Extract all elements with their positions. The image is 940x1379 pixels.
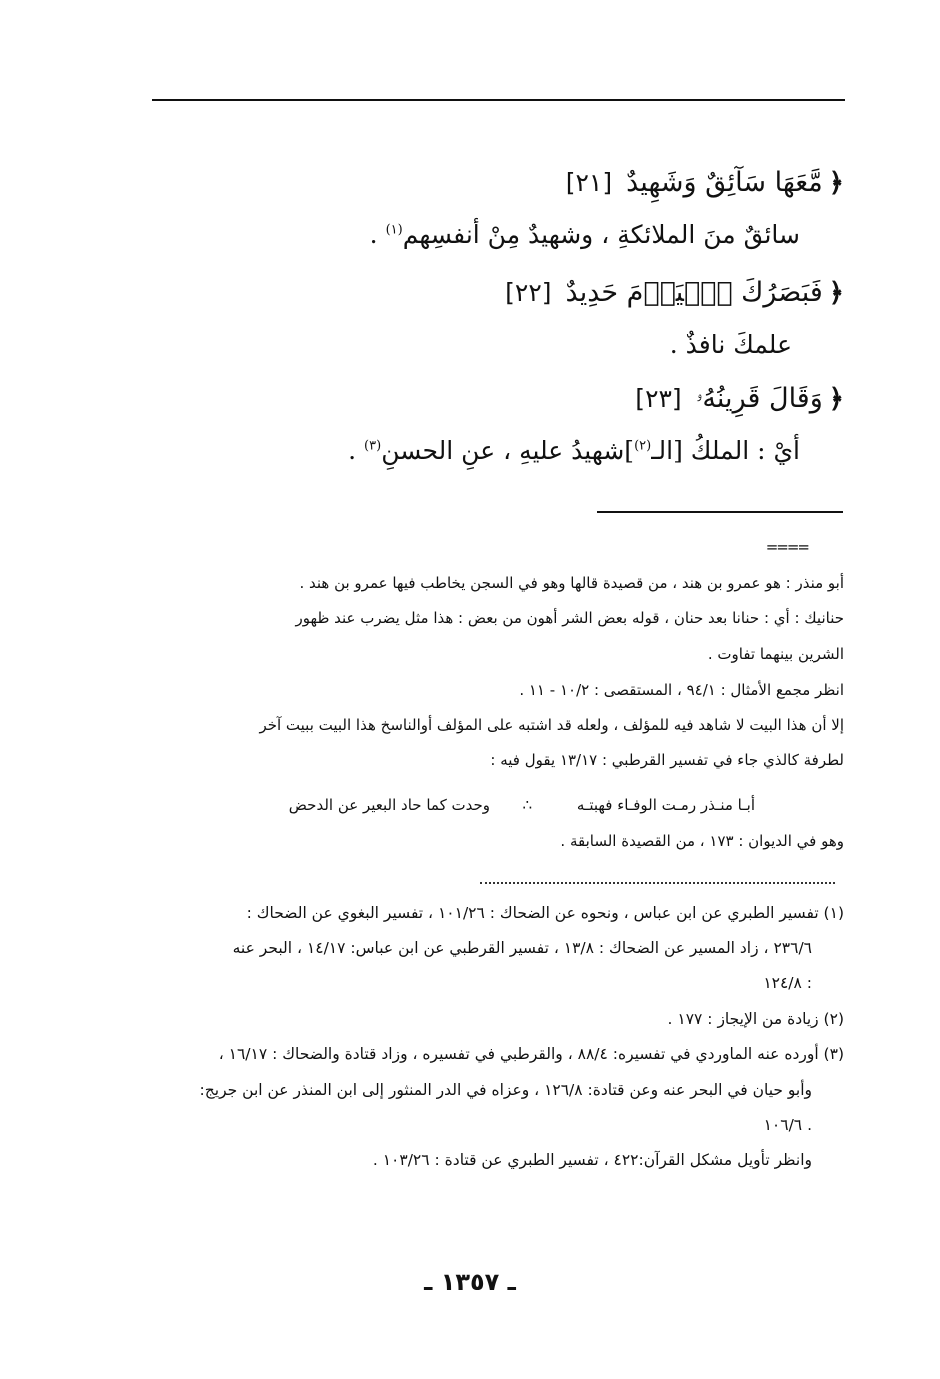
verse-23	[635, 383, 844, 415]
footnote-text: (١) تفسير الطبري عن ابن عباس ، ونحوه عن الضحاك : ١٠١/٢٦ ، تفسير البغوي عن الضحاك :	[246, 904, 844, 922]
footnote-text: وأبو حيان في البحر عنه وعن قتادة: ١٢٦/٨ ، وعزاه في الدر المنثور إلى ابن المنذر عن ابن جريج:	[199, 1081, 812, 1099]
footnote-separator	[480, 882, 835, 884]
footnote-ref-2: (٢)	[634, 438, 652, 454]
footnote-text: ٢٣٦/٦ ، زاد المسير عن الضحاك : ١٣/٨ ، تفسير القرطبي عن ابن عباس: ١٤/١٧ ، البحر عنه	[232, 939, 812, 957]
commentary-text-c: ]شهيدُ عليهِ ، عنِ الحسنِ	[381, 436, 635, 465]
verse-number: [٢١]	[565, 168, 613, 197]
footnote-text: ١٠٦/٦ .	[763, 1116, 812, 1134]
footnote-ref-3: (٣)	[364, 438, 382, 454]
commentary-period: .	[348, 436, 357, 465]
verse-22	[505, 277, 844, 308]
footnote-1-line-2	[233, 939, 812, 957]
footnote-1-line-1	[247, 904, 844, 922]
commentary-text-a: أيْ : الملكُ	[690, 436, 800, 465]
note-text: إلا أن هذا البيت لا شاهد فيه للمؤلف ، ولعله قد اشتبه على المؤلف أوالناسخ هذا البيت ببيت آخر	[259, 716, 844, 734]
poem-hemistich-left	[289, 796, 490, 814]
footnote-1-line-3	[763, 974, 812, 992]
verse-text: فَبَصَرُكَ ٱلۡيَوۡمَ حَدِيدٌ	[565, 277, 823, 308]
note-text: وهو في الديوان : ١٧٣ ، من القصيدة السابقة .	[560, 832, 844, 850]
note-text: حنانيك : أي : حنانا بعد حنان ، قوله بعض الشر أهون من بعض : هذا مثل يضرب عند ظهور	[295, 609, 844, 627]
footnote-ref-1: (١)	[385, 222, 403, 238]
footnote-3-line-2	[200, 1081, 812, 1099]
note-line-1	[299, 574, 844, 592]
note-line-5	[259, 716, 844, 734]
commentary-text-b: [الـ	[651, 436, 683, 465]
note-mark-text: ====	[765, 538, 808, 556]
footnote-3-line-4	[373, 1151, 812, 1169]
commentary-22	[670, 330, 792, 359]
top-rule	[152, 99, 845, 101]
note-line-7	[560, 832, 844, 850]
page-number: ـ ١٣٥٧ ـ	[424, 1268, 516, 1296]
footnote-text: وانظر تأويل مشكل القرآن:٤٢٢ ، تفسير الطبري عن قتادة : ١٠٣/٢٦ .	[372, 1151, 812, 1169]
footnote-2	[668, 1010, 844, 1028]
footnote-text: ١٢٤/٨ :	[763, 974, 812, 992]
commentary-text: علمكَ نافذٌ .	[669, 330, 792, 359]
commentary-23	[348, 436, 800, 465]
verse-text: وَقَالَ قَرِينُهُۥ	[695, 383, 823, 414]
note-line-4	[519, 681, 844, 699]
commentary-period: .	[369, 220, 378, 249]
poem-text: وحدت كما حاد البعير عن الدحض	[288, 796, 490, 814]
commentary-21	[370, 220, 800, 249]
note-text: الشرين بينهما تفاوت .	[707, 645, 844, 663]
footnote-3-line-3	[764, 1116, 812, 1134]
verse-text: مَّعَهَا سَآئِقٌ وَشَهِيدٌ	[626, 167, 823, 198]
footnote-text: (٣) أورده عنه الماوردي في تفسيره: ٨٨/٤ ، والقرطبي في تفسيره ، وزاد قتادة والضحاك : ١٦/١٧ ،	[218, 1045, 844, 1063]
poem-sep-text: ∴	[522, 796, 532, 814]
verse-open-brace: ﴿	[828, 278, 844, 308]
note-text: لطرفة كالذي جاء في تفسير القرطبي : ١٣/١٧ يقول فيه :	[490, 751, 844, 769]
poem-separator	[522, 796, 532, 814]
verse-number: [٢٣]	[635, 384, 682, 413]
footnote-3-line-1	[219, 1045, 844, 1063]
note-line-6	[490, 751, 844, 769]
footnote-text: (٢) زيادة من الإيجاز : ١٧٧ .	[667, 1010, 844, 1028]
note-line-2	[296, 609, 844, 627]
commentary-text: سائقٌ منَ الملائكةِ ، وشهيدٌ مِنْ أنفسِهم	[402, 220, 800, 249]
note-text: انظر مجمع الأمثال : ٩٤/١ ، المستقصى : ١٠/٢ - ١١ .	[519, 681, 844, 699]
note-mark	[766, 538, 808, 556]
verse-21	[566, 167, 844, 198]
verse-number: [٢٢]	[505, 278, 552, 307]
note-text: أبو منذر : هو عمرو بن هند ، من قصيدة قالها وهو في السجن يخاطب فيها عمرو بن هند .	[299, 574, 844, 592]
middle-rule	[597, 511, 843, 513]
verse-open-brace: ﴿	[828, 384, 844, 414]
poem-hemistich-right	[577, 796, 755, 814]
poem-text: أبـا منـذر رمـت الوفـاء فهبتـه	[576, 796, 755, 814]
note-line-3	[708, 645, 844, 663]
verse-open-brace: ﴿	[828, 168, 844, 198]
